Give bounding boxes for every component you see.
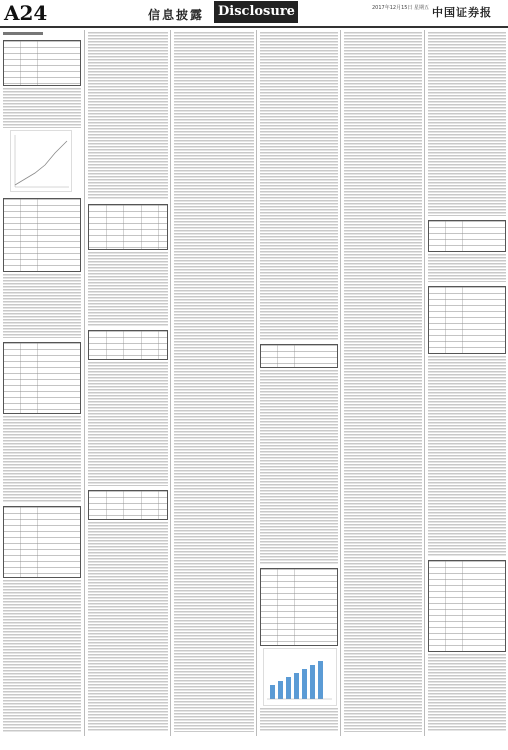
- text-block: [428, 254, 506, 282]
- data-table: [3, 342, 81, 414]
- data-table: [88, 204, 168, 250]
- text-block: [88, 522, 168, 732]
- article-column-3: [170, 30, 257, 736]
- bar: [318, 661, 323, 699]
- article-column-4: [256, 30, 341, 736]
- trend-line-chart-svg: [11, 131, 71, 191]
- data-table: [260, 344, 338, 368]
- data-table: [3, 198, 81, 272]
- bar: [310, 665, 315, 699]
- data-table: [428, 560, 506, 652]
- data-table: [428, 286, 506, 354]
- text-block: [3, 88, 81, 128]
- article-column-1: [0, 30, 84, 736]
- section-title-chinese: 信息披露: [148, 8, 205, 22]
- data-table: [88, 330, 168, 360]
- text-block: [88, 362, 168, 486]
- text-block: [260, 708, 338, 732]
- text-block: [88, 252, 168, 326]
- bar-chart-svg: [264, 649, 336, 705]
- bar: [270, 685, 275, 699]
- bar-chart: [263, 648, 337, 706]
- text-block: [260, 370, 338, 564]
- data-table: [88, 490, 168, 520]
- text-block: [3, 580, 81, 732]
- text-block: [428, 654, 506, 732]
- newspaper-name: 中国证券报: [432, 6, 492, 19]
- trend-line-chart: [10, 130, 72, 192]
- article-column-6: [424, 30, 508, 736]
- article-column-5: [340, 30, 425, 736]
- data-table: [260, 568, 338, 646]
- article-column-2: [84, 30, 171, 736]
- text-block: [3, 274, 81, 338]
- text-block: [344, 32, 422, 732]
- text-block: [428, 356, 506, 556]
- masthead: [0, 0, 508, 28]
- page-number: A24: [4, 1, 48, 25]
- data-table: [3, 40, 81, 86]
- trend-line: [15, 141, 67, 185]
- data-table: [428, 220, 506, 252]
- bar: [294, 673, 299, 699]
- section-heading-bar: [3, 32, 43, 35]
- text-block: [88, 32, 168, 200]
- text-block: [174, 32, 254, 732]
- data-table: [3, 506, 81, 578]
- bar: [302, 669, 307, 699]
- bar: [286, 677, 291, 699]
- text-block: [3, 416, 81, 502]
- bar: [278, 681, 283, 699]
- text-block: [260, 32, 338, 340]
- section-title-english: Disclosure: [214, 1, 298, 23]
- issue-date: 2017年12月15日 星期五: [372, 5, 430, 11]
- text-block: [428, 32, 506, 216]
